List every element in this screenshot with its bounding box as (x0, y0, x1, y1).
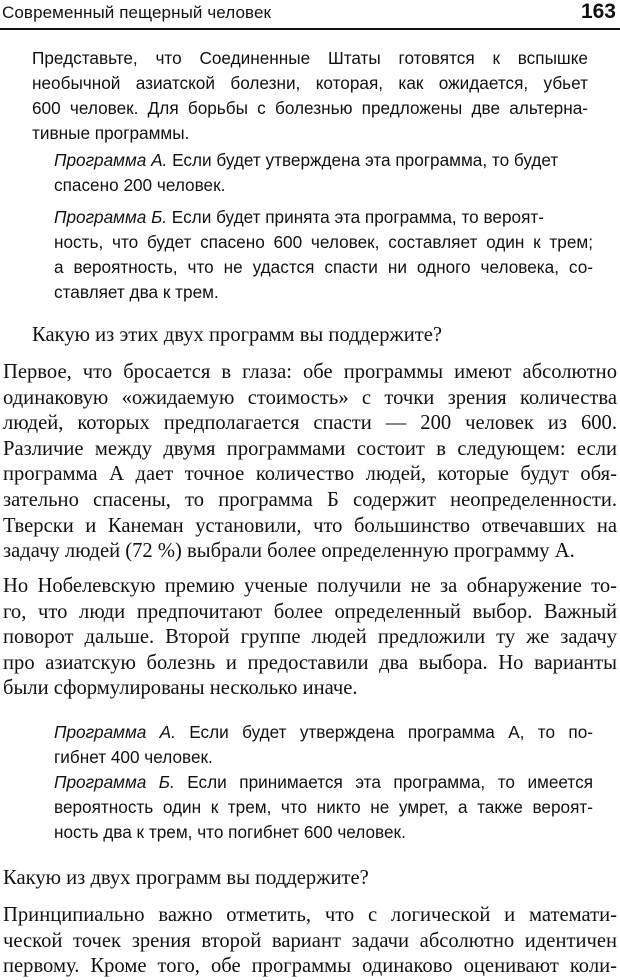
text-line: спасено 200 человек. (54, 175, 226, 195)
text-line: Тверски и Канеман установили, что большинство отвечавших на (3, 514, 617, 537)
text-line: Различие между двумя программами состоит в следующем: если (3, 437, 617, 460)
header-rule (0, 28, 620, 30)
text-line: ность два к трем, что погибнет 600 человек. (54, 822, 406, 842)
text-line: гибнет 400 человек. (54, 747, 213, 767)
text-line: Принципиально важно отметить, что с логической и математи- (3, 904, 617, 926)
program-b-option-1 (54, 205, 593, 305)
program-b-label: Программа Б. (54, 207, 168, 227)
text-line: ческой точек зрения второй вариант задачи абсолютно идентичен (3, 929, 617, 952)
text-line: Если принимается эта программа, то имеется (174, 772, 593, 792)
text-line: Если будет утверждена эта программа, то будет (167, 150, 559, 170)
text-line: были сформулированы несколько иначе. (3, 677, 358, 700)
text-line: про азиатскую болезнь и предоставили два выбора. Но варианты (3, 651, 617, 674)
question-1: Какую из этих двух программ вы поддержите? (32, 324, 443, 346)
program-a-option-1 (54, 148, 594, 198)
body-paragraph-1 (3, 360, 617, 565)
text-line: задачу людей (72 %) выбрали более определенную программу А. (3, 540, 575, 563)
text-line: Если будет утверждена программа А, то по- (175, 722, 593, 742)
question-2: Какую из двух программ вы поддержите? (3, 867, 369, 889)
page-header (0, 0, 620, 30)
program-b-option-2 (54, 770, 593, 845)
text-line: первому. Кроме того, обе программы одинаково оценивают коли- (3, 955, 617, 978)
text-line: зательно спасены, то программа Б содержит неопределенности. (3, 488, 617, 511)
text-line: программа А дает точное количество людей, которые будут обя- (3, 463, 617, 486)
text-line: Если будет принята эта программа, то вероят- (167, 207, 544, 227)
text-line: вероятность один к трем, что никто не умрет, а также вероят- (54, 797, 593, 817)
program-a-label: Программа А. (54, 722, 176, 742)
program-a-option-2 (54, 720, 593, 770)
text-line: 600 человек. Для борьбы с болезнью предложены две альтерна- (32, 98, 588, 118)
body-paragraph-3 (3, 903, 617, 980)
text-line: го, что люди предпочитают более определенный выбор. Важный (3, 600, 617, 623)
text-line: одинаковую «ожидаемую стоимость» с точки зрения количества (3, 386, 617, 409)
text-line: тивные программы. (32, 123, 190, 143)
text-line: Первое, что бросается в глаза: обе программы имеют абсолютно (3, 361, 617, 383)
text-line: людей, которых предполагается спасти — 200 человек из 600. (3, 412, 617, 435)
text-line: Представьте, что Соединенные Штаты готовятся к вспышке (32, 48, 588, 68)
body-paragraph-2 (3, 574, 617, 702)
program-b-label: Программа Б. (54, 772, 175, 792)
program-a-label: Программа А. (54, 150, 168, 170)
page-number: 163 (580, 0, 616, 23)
running-title: Современный пещерный человек (2, 3, 272, 22)
text-line: а вероятность, что не удастся спасти ни одного человека, со- (54, 257, 593, 277)
text-line: необычной азиатской болезни, которая, как ожидается, убьет (32, 73, 588, 93)
text-line: Но Нобелевскую премию ученые получили не за обнаружение то- (3, 575, 617, 597)
text-line: ность, что будет спасено 600 человек, составляет один к трем; (54, 232, 593, 252)
intro-paragraph (32, 46, 588, 146)
text-line: поворот дальше. Второй группе людей предложили ту же задачу (3, 626, 617, 649)
text-line: ставляет два к трем. (54, 282, 219, 302)
